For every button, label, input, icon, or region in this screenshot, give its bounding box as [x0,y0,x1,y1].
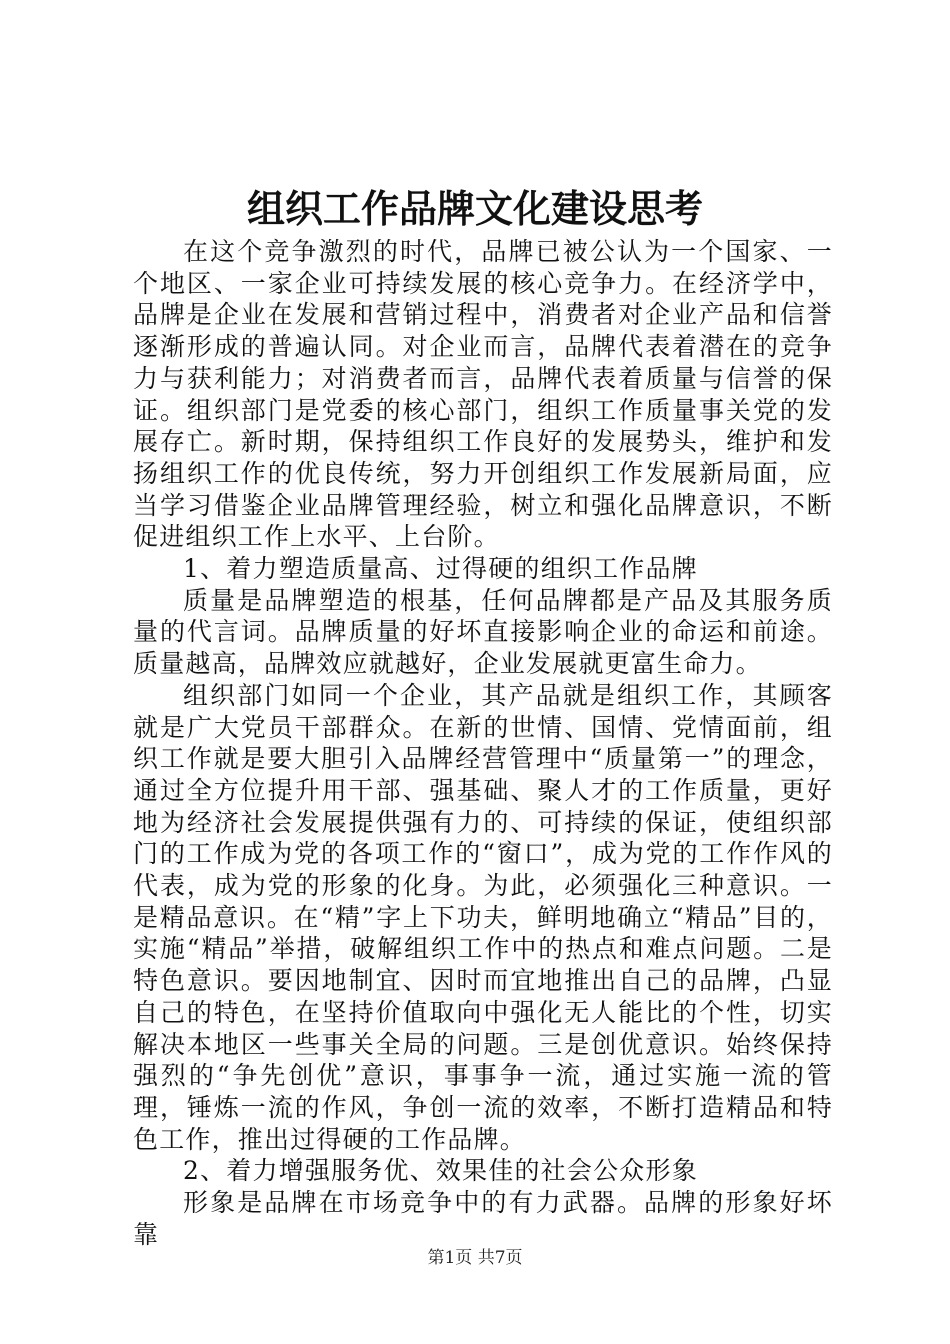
intro-paragraph: 在这个竞争激烈的时代，品牌已被公认为一个国家、一个地区、一家企业可持续发展的核心竞争力。在经济学中，品牌是企业在发展和营销过程中，消费者对企业产品和信誉逐渐形成的普遍认同。对企业而言，品牌代表着潜在的竞争力与获利能力；对消费者而言，品牌代表着质量与信誉的保证。组织部门是党委的核心部门，组织工作质量事关党的发展存亡。新时期，保持组织工作良好的发展势头，维护和发扬组织工作的优良传统，努力开创组织工作发展新局面，应当学习借鉴企业品牌管理经验，树立和强化品牌意识，不断促进组织工作上水平、上台阶。 [133,237,833,552]
section-1-paragraph-2: 组织部门如同一个企业，其产品就是组织工作，其顾客就是广大党员干部群众。在新的世情、国情、党情面前，组织工作就是要大胆引入品牌经营管理中“质量第一”的理念，通过全方位提升用干部、强基础、聚人才的工作质量，更好地为经济社会发展提供强有力的、可持续的保证，使组织部门的工作成为党的各项工作的“窗口”，成为党的工作作风的代表，成为党的形象的化身。为此，必须强化三种意识。一是精品意识。在“精”字上下功夫，鲜明地确立“精品”目的，实施“精品”举措，破解组织工作中的热点和难点问题。二是特色意识。要因地制宜、因时而宜地推出自己的品牌，凸显自己的特色，在坚持价值取向中强化无人能比的个性，切实解决本地区一些事关全局的问题。三是创优意识。始终保持强烈的“争先创优”意识，事事争一流，通过实施一流的管理，锤炼一流的作风，争创一流的效率，不断打造精品和特色工作，推出过得硬的工作品牌。 [133,680,833,1154]
section-2-paragraph-1: 形象是品牌在市场竞争中的有力武器。品牌的形象好坏靠 [133,1188,833,1249]
document-body [133,236,833,1251]
section-heading-2: 2、着力增强服务优、效果佳的社会公众形象 [183,1156,698,1186]
document-title: 组织工作品牌文化建设思考 [246,186,703,231]
page-footer: 第1页 共7页 [427,1248,523,1268]
section-1-paragraph-1: 质量是品牌塑造的根基，任何品牌都是产品及其服务质量的代言词。品牌质量的好坏直接影响企业的命运和前途。质量越高，品牌效应就越好，企业发展就更富生命力。 [133,585,833,679]
section-heading-1: 1、着力塑造质量高、过得硬的组织工作品牌 [183,554,698,584]
